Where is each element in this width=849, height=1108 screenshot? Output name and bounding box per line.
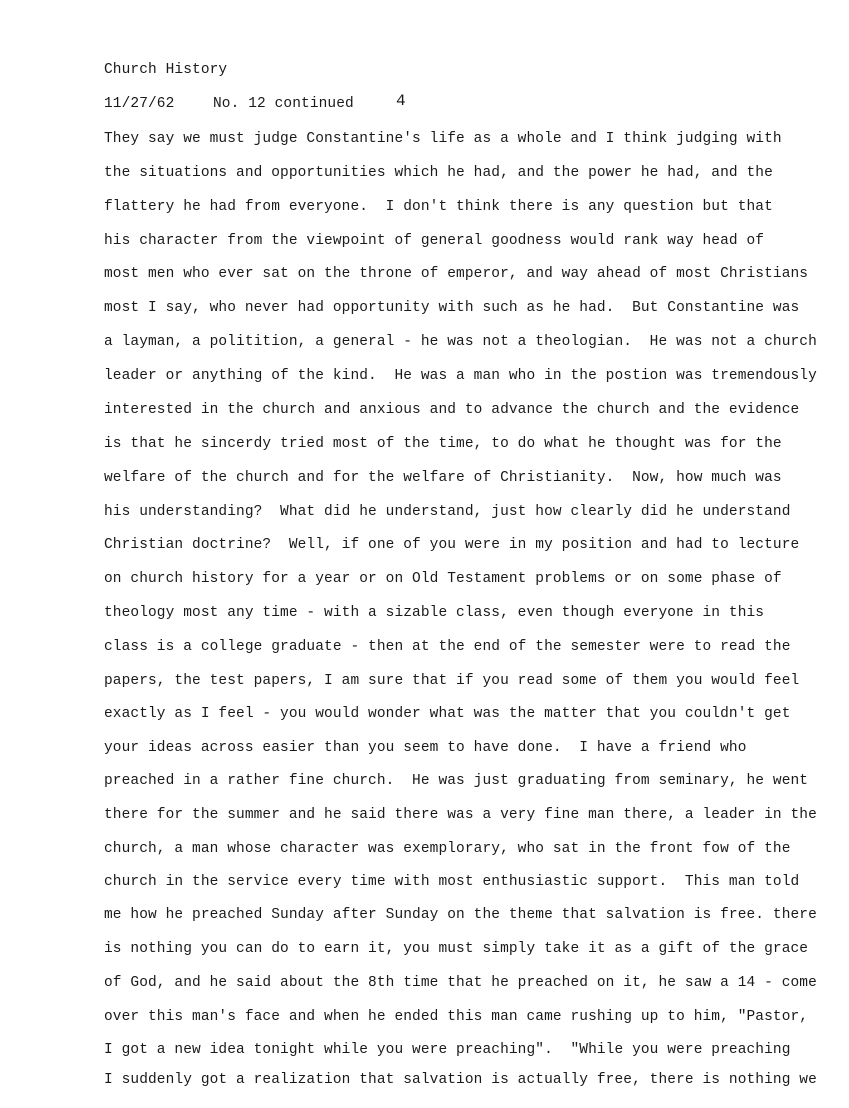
text-line: church, a man whose character was exemplorary, who sat in the front fow of the (104, 841, 791, 857)
text-line: interested in the church and anxious and to advance the church and the evidence (104, 402, 800, 418)
text-line: me how he preached Sunday after Sunday on the theme that salvation is free. there (104, 907, 817, 923)
text-line: class is a college graduate - then at the end of the semester were to read the (104, 639, 791, 655)
text-line: papers, the test papers, I am sure that if you read some of them you would feel (104, 673, 800, 689)
page-number: 4 (396, 92, 406, 110)
text-line: your ideas across easier than you seem to have done. I have a friend who (104, 740, 747, 756)
text-line: the situations and opportunities which he had, and the power he had, and the (104, 165, 773, 181)
course-title: Church History (104, 62, 228, 78)
text-line: most I say, who never had opportunity with such as he had. But Constantine was (104, 300, 800, 316)
text-line: I got a new idea tonight while you were preaching". "While you were preaching (104, 1042, 791, 1058)
text-line: leader or anything of the kind. He was a man who in the postion was tremendously (104, 368, 817, 384)
text-line: exactly as I feel - you would wonder what was the matter that you couldn't get (104, 706, 791, 722)
text-line: is that he sincerdy tried most of the time, to do what he thought was for the (104, 436, 782, 452)
text-line: Christian doctrine? Well, if one of you were in my position and had to lecture (104, 537, 800, 553)
text-line: welfare of the church and for the welfare of Christianity. Now, how much was (104, 470, 782, 486)
text-line: They say we must judge Constantine's life as a whole and I think judging with (104, 131, 782, 147)
text-line: over this man's face and when he ended this man came rushing up to him, "Pastor, (104, 1009, 809, 1025)
lecture-number: No. 12 continued (213, 96, 354, 112)
text-line: there for the summer and he said there was a very fine man there, a leader in the (104, 807, 817, 823)
text-line: his character from the viewpoint of general goodness would rank way head of (104, 233, 765, 249)
text-line: I suddenly got a realization that salvation is actually free, there is nothing we (104, 1072, 817, 1088)
text-line: preached in a rather fine church. He was just graduating from seminary, he went (104, 773, 809, 789)
text-line: on church history for a year or on Old Testament problems or on some phase of (104, 571, 782, 587)
text-line: a layman, a politition, a general - he was not a theologian. He was not a church (104, 334, 817, 350)
text-line: is nothing you can do to earn it, you must simply take it as a gift of the grace (104, 941, 809, 957)
text-line: flattery he had from everyone. I don't think there is any question but that (104, 199, 773, 215)
text-line: his understanding? What did he understand, just how clearly did he understand (104, 504, 791, 520)
text-line: most men who ever sat on the throne of emperor, and way ahead of most Christians (104, 266, 809, 282)
text-line: theology most any time - with a sizable class, even though everyone in this (104, 605, 765, 621)
text-line: of God, and he said about the 8th time that he preached on it, he saw a 14 - come (104, 975, 817, 991)
lecture-date: 11/27/62 (104, 96, 175, 112)
text-line: church in the service every time with most enthusiastic support. This man told (104, 874, 800, 890)
